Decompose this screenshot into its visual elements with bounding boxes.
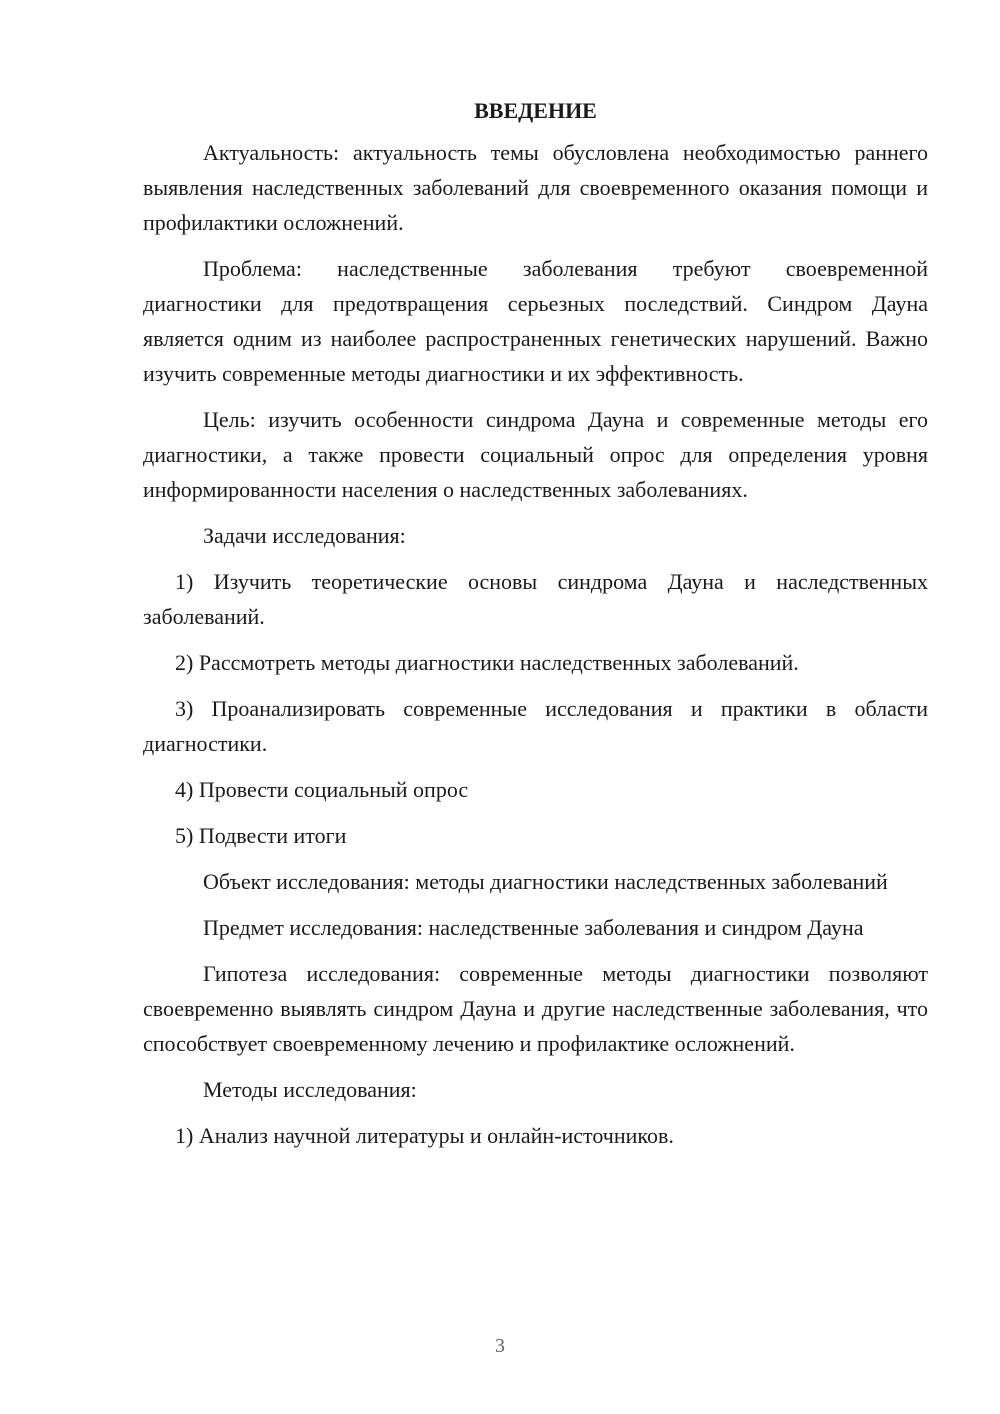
task-item-3: 3) Проанализировать современные исследования и практики в области диагностики. — [143, 696, 928, 756]
paragraph-methods-heading: Методы исследования: — [203, 1077, 417, 1102]
paragraph-object: Объект исследования: методы диагностики наследственных заболеваний — [203, 869, 888, 894]
paragraph-tasks-heading: Задачи исследования: — [203, 523, 406, 548]
paragraph-subject: Предмет исследования: наследственные заболевания и синдром Дауна — [203, 915, 864, 940]
task-item-2: 2) Рассмотреть методы диагностики наследственных заболеваний. — [175, 650, 799, 675]
paragraph-problem: Проблема: наследственные заболевания требуют своевременной диагностики для предотвращения серьезных последствий. Синдром Дауна является одним из наиболее распространенных генетических нарушений. Важно изучить современные методы диагностики и их эффективность. — [143, 256, 928, 386]
paragraph-hypothesis: Гипотеза исследования: современные методы диагностики позволяют своевременно выявлять синдром Дауна и другие наследственные заболевания, что способствует своевременному лечению и профилактике осложнений. — [143, 961, 928, 1056]
page-number: 3 — [495, 1335, 505, 1357]
section-title: ВВЕДЕНИЕ — [474, 98, 597, 123]
document-page — [143, 98, 928, 1164]
paragraph-goal: Цель: изучить особенности синдрома Дауна и современные методы его диагностики, а также провести социальный опрос для определения уровня информированности населения о наследственных заболеваниях. — [143, 407, 928, 502]
task-item-5: 5) Подвести итоги — [175, 823, 347, 848]
method-item-1: 1) Анализ научной литературы и онлайн-источников. — [175, 1123, 674, 1148]
paragraph-relevance: Актуальность: актуальность темы обусловлена необходимостью раннего выявления наследственных заболеваний для своевременного оказания помощи и профилактики осложнений. — [143, 140, 928, 235]
task-item-4: 4) Провести социальный опрос — [175, 777, 469, 802]
task-item-1: 1) Изучить теоретические основы синдрома Дауна и наследственных заболеваний. — [143, 569, 928, 629]
